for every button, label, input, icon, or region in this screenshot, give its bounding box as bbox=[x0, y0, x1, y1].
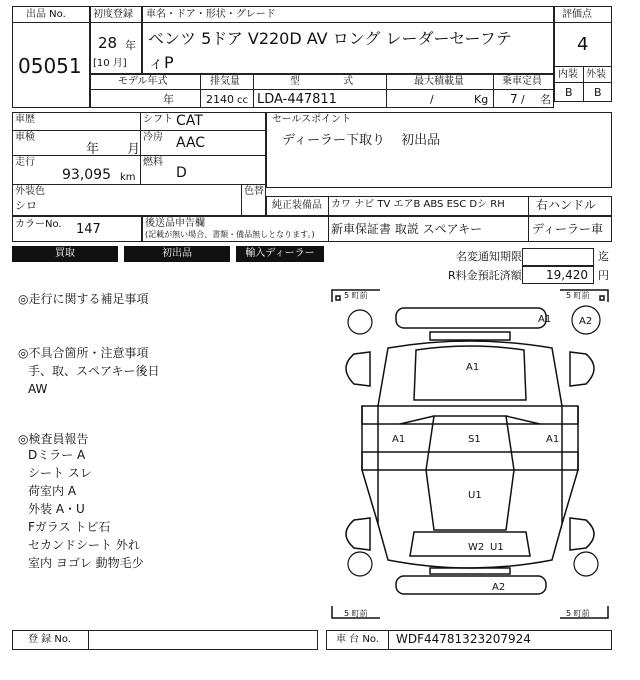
max-load-label: 最大積載量 bbox=[414, 76, 464, 87]
note-issues-line2: AW bbox=[28, 382, 48, 396]
damage-right-side: A1 bbox=[546, 434, 560, 445]
capacity-unit: 名 bbox=[540, 93, 551, 106]
capacity-slash: / bbox=[521, 93, 525, 106]
recycle-unit: 円 bbox=[598, 269, 609, 282]
interior-label: 内装 bbox=[558, 69, 578, 80]
max-load-slash: / bbox=[430, 93, 434, 106]
status-button-import: 輸入ディーラー bbox=[236, 246, 324, 262]
mileage-label: 走行 bbox=[15, 157, 35, 168]
note-inspector-line6: セカンドシート 外れ bbox=[28, 538, 140, 552]
sales-point-text: ディーラー下取り 初出品 bbox=[282, 133, 441, 148]
note-inspector-line7: 室内 ヨゴレ 動物毛少 bbox=[28, 556, 144, 570]
deadline-field bbox=[522, 248, 594, 266]
capacity-value: 7 bbox=[510, 92, 518, 106]
note-inspector-heading: ◎検査員報告 bbox=[18, 432, 89, 446]
ext-color-box bbox=[12, 184, 266, 216]
late-items-label: 後送品申告欄 bbox=[145, 218, 205, 229]
ac-label: 冷房 bbox=[143, 132, 163, 143]
ac-value: AAC bbox=[176, 135, 206, 151]
inspection-label: 車検 bbox=[15, 132, 35, 143]
interior-grade: B bbox=[565, 86, 573, 99]
lot-label: 出品 No. bbox=[26, 9, 66, 20]
fuel-label: 燃料 bbox=[143, 157, 163, 168]
note-inspector-line4: 外装 A・U bbox=[28, 502, 85, 516]
inspection-value: 年 月 bbox=[86, 142, 141, 157]
deadline-unit: 迄 bbox=[598, 250, 609, 263]
mileage-unit: km bbox=[120, 172, 136, 183]
damage-front-w: W2 bbox=[468, 542, 485, 553]
recycle-label: R料金預託済額 bbox=[448, 269, 522, 282]
note-issues-line1: 手、取、スペアキー後日 bbox=[28, 364, 160, 378]
note-inspector-line1: Dミラー A bbox=[28, 448, 86, 462]
fuel-value: D bbox=[176, 165, 187, 181]
handle-value: 右ハンドル bbox=[536, 198, 597, 212]
damage-rear-panel: A1 bbox=[466, 362, 480, 373]
equipment-label: 純正装備品 bbox=[272, 200, 322, 211]
damage-front-area: U1 bbox=[468, 490, 482, 501]
reg-no-label: 登 録 No. bbox=[28, 634, 71, 645]
chassis-number: WDF44781323207924 bbox=[396, 632, 531, 646]
displacement-label: 排気量 bbox=[210, 76, 240, 87]
corner-label-tr: 5 町前 bbox=[566, 291, 590, 300]
damage-rear-right: A2 bbox=[579, 316, 593, 327]
color-no-label: カラーNo. bbox=[15, 219, 62, 230]
name-label: 車名・ドア・形状・グレード bbox=[146, 9, 276, 20]
shift-value: CAT bbox=[176, 113, 203, 129]
mileage-value: 93,095 bbox=[62, 167, 111, 183]
damage-roof: S1 bbox=[468, 434, 481, 445]
corner-label-br: 5 町前 bbox=[566, 609, 590, 618]
capacity-label: 乗車定員 bbox=[502, 76, 542, 87]
score-label: 評価点 bbox=[562, 9, 592, 20]
damage-rear-bumper: A1 bbox=[538, 314, 552, 325]
shift-label: シフト bbox=[143, 114, 173, 125]
dealer-value: ディーラー車 bbox=[532, 222, 604, 236]
deadline-label: 名変通知期限 bbox=[456, 250, 522, 263]
note-inspector-line5: Fガラス トビ石 bbox=[28, 520, 111, 534]
ext-color-label: 外装色 bbox=[15, 186, 45, 197]
displacement-unit: cc bbox=[237, 95, 248, 106]
corner-label-bl: 5 町前 bbox=[344, 609, 368, 618]
score-value: 4 bbox=[577, 34, 589, 55]
status-button-buyout: 買取 bbox=[12, 246, 118, 262]
ext-color-value: シロ bbox=[15, 199, 37, 212]
car-name-line1: ベンツ 5ドア V220D AV ロング レーダーセーフテ bbox=[148, 29, 512, 48]
model-year-unit: 年 bbox=[163, 93, 174, 106]
note-issues-heading: ◎不具合箇所・注意事項 bbox=[18, 346, 149, 360]
damage-left-side: A1 bbox=[392, 434, 406, 445]
reg-label: 初度登録 bbox=[93, 9, 133, 20]
car-damage-diagram bbox=[330, 288, 610, 620]
car-name-line2: ィP bbox=[148, 53, 174, 72]
recycle-value: 19,420 bbox=[546, 268, 588, 282]
reg-year: 28 bbox=[98, 34, 118, 52]
chassis-label: 車 台 No. bbox=[336, 634, 379, 645]
note-mileage-heading: ◎走行に関する補足事項 bbox=[18, 292, 149, 306]
type-code: LDA-447811 bbox=[257, 92, 337, 107]
exterior-grade: B bbox=[594, 86, 602, 99]
reg-month: [10 月] bbox=[93, 58, 127, 69]
max-load-unit: Kg bbox=[474, 93, 489, 106]
equipment-value: カワ ナビ TV エアB ABS ESC Dシ RH bbox=[331, 199, 505, 210]
history-label: 車歴 bbox=[15, 114, 35, 125]
displacement-value: 2140 bbox=[206, 93, 234, 106]
note-inspector-line2: シート スレ bbox=[28, 466, 92, 480]
warranty-value: 新車保証書 取説 スペアキー bbox=[331, 222, 483, 236]
model-year-label: モデル年式 bbox=[118, 76, 168, 87]
lot-number: 05051 bbox=[18, 54, 82, 78]
status-button-first: 初出品 bbox=[124, 246, 230, 262]
note-inspector-line3: 荷室内 A bbox=[28, 484, 77, 498]
damage-front-bumper: A2 bbox=[492, 582, 506, 593]
color-no-value: 147 bbox=[76, 222, 101, 237]
type-label: 型 式 bbox=[290, 76, 354, 87]
sales-point-label: セールスポイント bbox=[272, 114, 352, 125]
late-items-note: (記載が無い場合、書類・備品無しとなります。) bbox=[145, 230, 315, 239]
color-change-label: 色替 bbox=[244, 186, 264, 197]
exterior-label: 外装 bbox=[586, 69, 606, 80]
reg-year-unit: 年 bbox=[125, 39, 136, 52]
corner-label-tl: 5 町前 bbox=[344, 291, 368, 300]
damage-front-u: U1 bbox=[490, 542, 504, 553]
